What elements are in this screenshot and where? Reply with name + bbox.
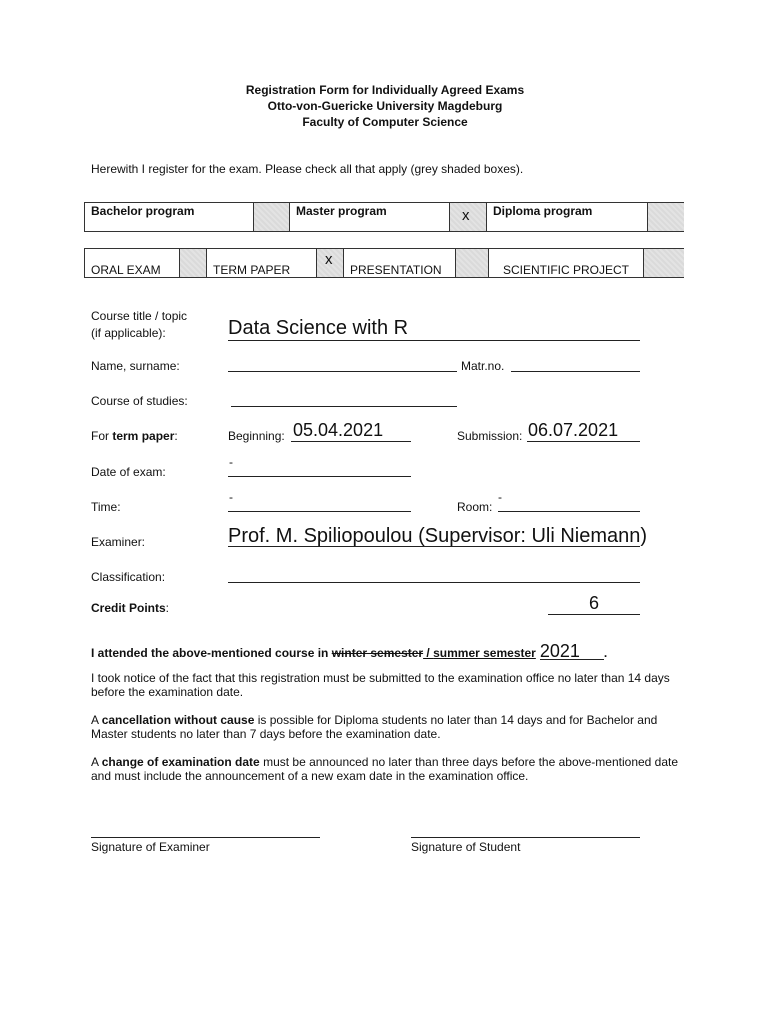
- classification-label: Classification:: [91, 570, 166, 584]
- matr-label: Matr.no.: [461, 359, 505, 373]
- course-title-label-2: (if applicable):: [91, 326, 166, 340]
- diploma-checkbox[interactable]: [647, 203, 684, 231]
- exam-date-value[interactable]: -: [229, 455, 233, 469]
- time-value[interactable]: -: [229, 490, 233, 504]
- presentation-checkbox[interactable]: [455, 249, 488, 277]
- bachelor-label: Bachelor program: [91, 204, 195, 218]
- exam-date-label: Date of exam:: [91, 465, 166, 479]
- cancellation-notice: A cancellation without cause is possible for Diploma students no later than 14 days and for Bachelor and Master students no later than 7 days before the examination date.: [91, 713, 658, 741]
- scientific-project-label: SCIENTIFIC PROJECT: [503, 263, 630, 277]
- time-label: Time:: [91, 500, 121, 514]
- examiner-line: [228, 546, 640, 547]
- course-title-line: [228, 340, 640, 341]
- intro-text: Herewith I register for the exam. Please check all that apply (grey shaded boxes).: [91, 162, 524, 176]
- semester-year-value[interactable]: 2021: [540, 643, 604, 660]
- submission-line: [527, 441, 640, 442]
- course-title-value[interactable]: Data Science with R: [228, 317, 409, 339]
- beginning-value[interactable]: 05.04.2021: [293, 420, 384, 440]
- date-change-notice: A change of examination date must be announced no later than three days before the above-mentioned date and must include the announcement of a new exam date in the examination office.: [91, 755, 679, 783]
- winter-semester-option[interactable]: winter semester: [331, 646, 424, 660]
- student-signature-label: Signature of Student: [411, 840, 521, 854]
- term-paper-checkbox[interactable]: [316, 249, 343, 277]
- deadline-notice: I took notice of the fact that this registration must be submitted to the examination office no later than 14 days before the examination date.: [91, 671, 670, 699]
- term-paper-dates-label: For term paper:: [91, 429, 178, 443]
- master-checkbox[interactable]: [449, 203, 486, 231]
- master-label: Master program: [296, 204, 387, 218]
- matr-line: [511, 371, 640, 372]
- faculty-name: Faculty of Computer Science: [302, 115, 468, 129]
- master-check-mark: x: [462, 207, 470, 224]
- summer-semester-option[interactable]: summer semester: [433, 646, 536, 660]
- program-row: [84, 202, 684, 232]
- room-line: [498, 511, 640, 512]
- exam-type-row: [84, 248, 684, 278]
- studies-label: Course of studies:: [91, 394, 188, 408]
- room-value[interactable]: -: [498, 490, 502, 504]
- exam-date-line: [228, 476, 411, 477]
- beginning-line: [291, 441, 411, 442]
- submission-label: Submission:: [457, 429, 523, 443]
- time-line: [228, 511, 411, 512]
- oral-exam-checkbox[interactable]: [179, 249, 206, 277]
- beginning-label: Beginning:: [228, 429, 285, 443]
- course-title-label: Course title / topic: [91, 309, 188, 323]
- examiner-signature-line[interactable]: [91, 837, 320, 838]
- studies-line: [231, 406, 457, 407]
- room-label: Room:: [457, 500, 493, 514]
- university-name: Otto-von-Guericke University Magdeburg: [267, 99, 503, 113]
- scientific-project-checkbox[interactable]: [643, 249, 684, 277]
- diploma-label: Diploma program: [493, 204, 593, 218]
- name-line: [228, 371, 457, 372]
- term-paper-check-mark: x: [325, 251, 333, 268]
- examiner-label: Examiner:: [91, 535, 146, 549]
- student-signature-line[interactable]: [411, 837, 640, 838]
- attended-statement: I attended the above-mentioned course in winter semester / summer semester 2021 .: [91, 641, 608, 661]
- credit-points-value[interactable]: 6: [588, 593, 599, 613]
- term-paper-label: TERM PAPER: [213, 263, 291, 277]
- classification-line: [228, 582, 640, 583]
- presentation-label: PRESENTATION: [350, 263, 442, 277]
- examiner-signature-label: Signature of Examiner: [91, 840, 210, 854]
- credit-points-line: [548, 614, 640, 615]
- oral-exam-label: ORAL EXAM: [91, 263, 161, 277]
- examiner-value[interactable]: Prof. M. Spiliopoulou (Supervisor: Uli Niemann): [228, 525, 648, 547]
- credit-points-label: Credit Points:: [91, 601, 170, 615]
- submission-value[interactable]: 06.07.2021: [528, 420, 619, 440]
- form-title: Registration Form for Individually Agreed Exams: [245, 83, 525, 97]
- name-label: Name, surname:: [91, 359, 180, 373]
- bachelor-checkbox[interactable]: [253, 203, 289, 231]
